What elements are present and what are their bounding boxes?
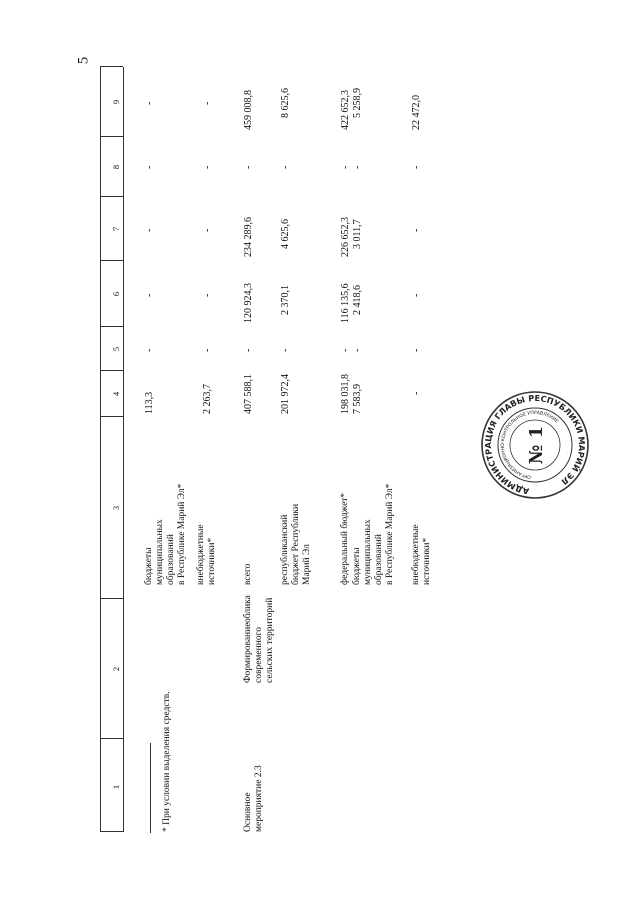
row-value: - bbox=[144, 101, 155, 105]
col-divider bbox=[100, 370, 123, 371]
row-value: - bbox=[144, 293, 155, 297]
row-value: 2 263,7 bbox=[202, 384, 213, 414]
row-value: 120 924,3 bbox=[243, 283, 254, 323]
col-header-5: 5 bbox=[111, 346, 121, 352]
row-value: 422 652,3 bbox=[340, 90, 351, 130]
row-value: - bbox=[144, 228, 155, 232]
seal-outer-text: АДМИНИСТРАЦИЯ ГЛАВЫ РЕСПУБЛИКИ МАРИЙ ЭЛ bbox=[482, 392, 588, 497]
table-header-rule bbox=[123, 67, 124, 832]
row-value: 2 370,1 bbox=[280, 285, 291, 315]
row-value: - bbox=[144, 165, 155, 169]
col-divider bbox=[100, 66, 123, 67]
col-header-3: 3 bbox=[111, 505, 121, 511]
row-value: 407 588,1 bbox=[243, 374, 254, 414]
row-source: бюджеты муниципальных образований в Республике Марий Эл* bbox=[352, 483, 395, 585]
row-value: 226 652,3 bbox=[340, 217, 351, 257]
row-value: 459 008,8 bbox=[243, 90, 254, 130]
row-value: - bbox=[202, 101, 213, 105]
row-value: 201 972,4 bbox=[280, 374, 291, 414]
row-source: внебюджетные источники* bbox=[196, 524, 217, 585]
row-value: - bbox=[144, 348, 155, 352]
row-value: - bbox=[202, 165, 213, 169]
footnote: * При условии выделения средств. bbox=[162, 691, 172, 832]
col-header-7: 7 bbox=[111, 226, 121, 232]
page-number: 5 bbox=[75, 56, 92, 65]
row-value: - bbox=[340, 165, 351, 169]
row-value: - bbox=[411, 165, 422, 169]
col-header-8: 8 bbox=[111, 164, 121, 170]
row-value: 8 625,6 bbox=[280, 88, 291, 118]
footnote-rule bbox=[150, 743, 151, 833]
row-value: 198 031,8 bbox=[340, 374, 351, 414]
col-header-9: 9 bbox=[111, 99, 121, 105]
row-value: 116 135,6 bbox=[340, 283, 351, 323]
row-value: - bbox=[280, 348, 291, 352]
col-divider bbox=[100, 738, 123, 739]
col-divider bbox=[100, 416, 123, 417]
row-value: 4 625,6 bbox=[280, 219, 291, 249]
col-divider bbox=[100, 831, 123, 832]
row-value: - bbox=[352, 165, 363, 169]
row-value: - bbox=[202, 348, 213, 352]
row-value: - bbox=[340, 348, 351, 352]
row-value: 5 258,9 bbox=[352, 88, 363, 118]
row-value: - bbox=[243, 165, 254, 169]
row-value: - bbox=[280, 165, 291, 169]
col-divider bbox=[100, 196, 123, 197]
event-title: Формирование облика современного сельских территорий bbox=[243, 595, 275, 683]
row-source: внебюджетные источники* bbox=[411, 524, 432, 585]
seal-number: № 1 bbox=[526, 425, 547, 465]
row-value: - bbox=[411, 348, 422, 352]
row-value: - bbox=[411, 293, 422, 297]
col-header-6: 6 bbox=[111, 291, 121, 297]
col-divider bbox=[100, 260, 123, 261]
row-value: 22 472,0 bbox=[411, 95, 422, 130]
row-value: - bbox=[243, 348, 254, 352]
event-code: Основное мероприятие 2.3 bbox=[243, 765, 264, 832]
col-divider bbox=[100, 136, 123, 137]
row-value: 2 418,6 bbox=[352, 285, 363, 315]
col-divider bbox=[100, 598, 123, 599]
row-value: - bbox=[411, 391, 422, 395]
row-value: 234 289,6 bbox=[243, 217, 254, 257]
row-source: республиканский бюджет Республики Марий Эл bbox=[280, 503, 312, 585]
seal-inner-text: ОРГАНИЗАЦИОННО-КОНТРОЛЬНОЕ УПРАВЛЕНИЕ bbox=[500, 410, 559, 479]
col-header-1: 1 bbox=[111, 784, 121, 790]
col-divider bbox=[100, 326, 123, 327]
col-header-4: 4 bbox=[111, 391, 121, 397]
row-value: 113,3 bbox=[144, 391, 155, 414]
row-source: всего bbox=[243, 563, 253, 585]
row-value: 7 583,9 bbox=[352, 384, 363, 414]
official-seal-stamp bbox=[480, 390, 590, 500]
row-value: - bbox=[202, 228, 213, 232]
row-value: - bbox=[352, 348, 363, 352]
row-value: - bbox=[411, 228, 422, 232]
row-value: - bbox=[202, 293, 213, 297]
row-value: 3 011,7 bbox=[352, 219, 363, 249]
row-source: федеральный бюджет* bbox=[340, 492, 350, 585]
row-source: бюджеты муниципальных образований в Республике Марий Эл* bbox=[144, 483, 187, 585]
col-header-2: 2 bbox=[111, 666, 121, 672]
table-top-rule bbox=[100, 67, 101, 832]
